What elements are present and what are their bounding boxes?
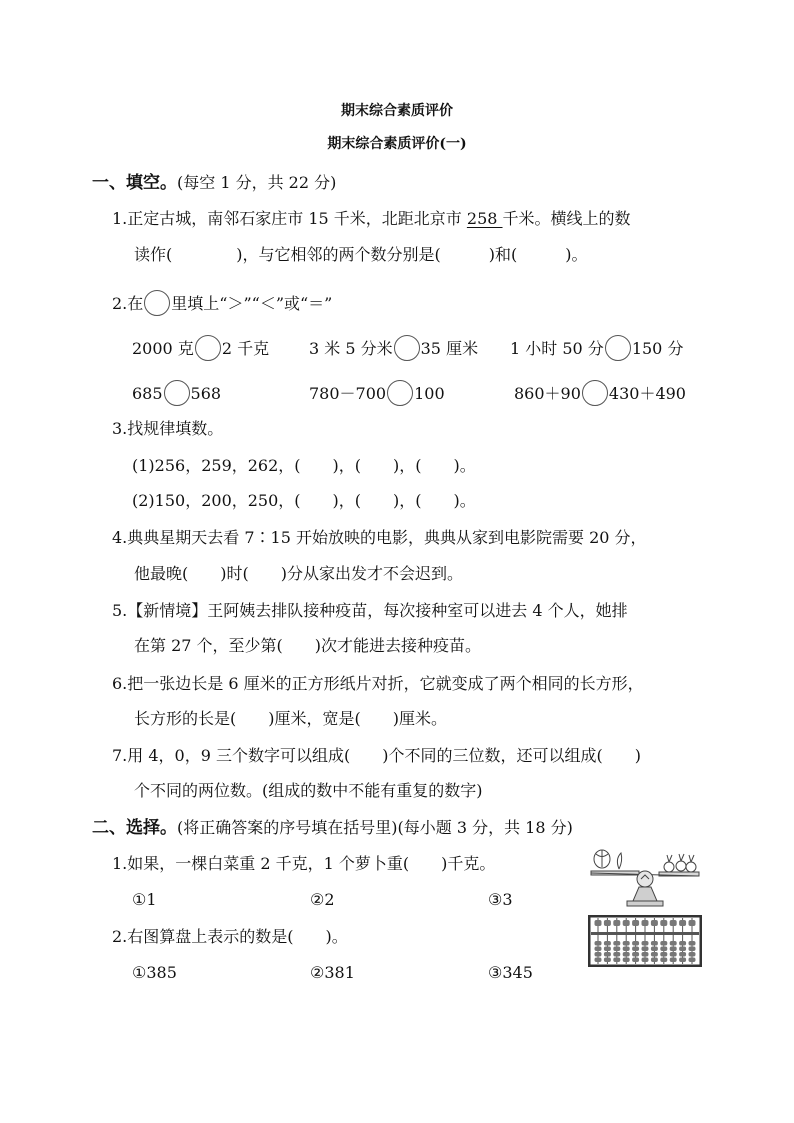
abacus-bead	[679, 941, 686, 946]
balance-scale-figure	[585, 845, 703, 915]
abacus-bead	[632, 947, 639, 952]
abacus-figure	[588, 915, 702, 967]
abacus-bead	[660, 958, 667, 963]
abacus-bead	[613, 958, 620, 963]
abacus-bead	[660, 920, 667, 926]
radishes-icon	[664, 854, 696, 872]
abacus-bead	[595, 952, 602, 957]
q2-item-a3	[510, 335, 683, 361]
abacus-bead	[623, 958, 630, 963]
answer-circle[interactable]	[582, 380, 608, 406]
q6-line1: 6.把一张边长是 6 厘米的正方形纸片对折，它就变成了两个相同的长方形，	[112, 674, 644, 693]
abacus-bead	[660, 947, 667, 952]
q2-a1-left: 2000 克	[132, 339, 194, 358]
abacus-bead	[623, 952, 630, 957]
abacus-bead	[660, 952, 667, 957]
q2-b3-left: 860＋90	[514, 384, 581, 403]
abacus-bead	[651, 952, 658, 957]
q2-a2-right: 35 厘米	[420, 339, 479, 358]
abacus-bead	[689, 920, 696, 926]
q2-b3-right: 430＋490	[608, 384, 686, 403]
abacus-bead	[632, 920, 639, 926]
q7-line1: 7.用 4，0，9 三个数字可以组成( )个不同的三位数，还可以组成( )	[112, 746, 641, 765]
answer-circle[interactable]	[144, 290, 170, 316]
abacus-bead	[642, 952, 649, 957]
abacus-bead	[660, 941, 667, 946]
abacus-bead	[632, 952, 639, 957]
q2-item-a1	[132, 335, 269, 361]
q6-line2: 长方形的长是( )厘米，宽是( )厘米。	[134, 709, 447, 728]
q1-line1	[112, 208, 631, 230]
q2-item-b3	[514, 380, 686, 406]
q2-a3-left: 1 小时 50 分	[510, 339, 604, 358]
section1-note: (每空 1 分，共 22 分)	[177, 173, 337, 192]
q7-line2: 个不同的两位数。(组成的数中不能有重复的数字)	[134, 781, 483, 800]
s2-q1-stem: 1.如果，一棵白菜重 2 千克，1 个萝卜重( )千克。	[112, 854, 496, 873]
q1-text-b: 千米。横线上的数	[502, 209, 631, 228]
abacus-bead	[613, 952, 620, 957]
abacus-bead	[604, 952, 611, 957]
abacus-bead	[679, 920, 686, 926]
abacus-bead	[651, 947, 658, 952]
abacus-bead	[689, 952, 696, 957]
q1-line2: 读作( )，与它相邻的两个数分别是( )和( )。	[134, 245, 588, 264]
q5-line1: 5.【新情境】王阿姨去排队接种疫苗，每次接种室可以进去 4 个人，她排	[112, 601, 628, 620]
abacus-bead	[670, 958, 677, 963]
section1-title: 一、填空。	[92, 173, 177, 193]
q3-sequence-1: (1)256，259，262，( )，( )，( )。	[132, 456, 476, 475]
s2-q1-option-3[interactable]: ③3	[488, 890, 513, 909]
abacus-bead	[623, 941, 630, 946]
abacus-bead	[679, 947, 686, 952]
q2-item-b1	[132, 380, 221, 406]
q1-underlined-number: 258	[466, 209, 503, 228]
s2-q2-option-1[interactable]: ①385	[132, 963, 177, 982]
scale-base	[627, 871, 663, 906]
abacus-bead	[689, 947, 696, 952]
abacus-bead	[642, 958, 649, 963]
abacus-bead	[670, 947, 677, 952]
abacus-bead	[595, 947, 602, 952]
s2-q2-stem: 2.右图算盘上表示的数是( )。	[112, 927, 348, 946]
abacus-bead	[632, 958, 639, 963]
abacus-bead	[689, 941, 696, 946]
abacus-bead	[679, 952, 686, 957]
abacus-bead	[604, 920, 611, 926]
abacus-bead	[651, 958, 658, 963]
s2-q2-option-3[interactable]: ③345	[488, 963, 533, 982]
abacus-bead	[604, 941, 611, 946]
q3-intro: 3.找规律填数。	[112, 419, 224, 438]
s2-q1-option-2[interactable]: ②2	[310, 890, 335, 909]
q2-a3-right: 150 分	[631, 339, 684, 358]
cabbage-icon	[594, 850, 610, 868]
q2-a1-right: 2 千克	[221, 339, 270, 358]
abacus-bead	[689, 958, 696, 963]
leaf-sprig-icon	[617, 853, 621, 869]
abacus-bead	[632, 941, 639, 946]
abacus-bead	[623, 947, 630, 952]
abacus-bead	[604, 958, 611, 963]
abacus-bead	[670, 941, 677, 946]
q2-b2-left: 780－700	[309, 384, 387, 403]
q3-sequence-2: (2)150，200，250，( )，( )，( )。	[132, 491, 476, 510]
answer-circle[interactable]	[394, 335, 420, 361]
s2-q1-option-1[interactable]: ①1	[132, 890, 157, 909]
q2-item-a2	[309, 335, 478, 361]
abacus-rods	[595, 918, 696, 964]
abacus-bead	[613, 920, 620, 926]
q2-b1-left: 685	[132, 384, 163, 403]
q2-b1-right: 568	[190, 384, 222, 403]
abacus-bead	[595, 958, 602, 963]
abacus-bead	[604, 947, 611, 952]
abacus-bead	[595, 941, 602, 946]
answer-circle[interactable]	[387, 380, 413, 406]
section2-note: (将正确答案的序号填在括号里)(每小题 3 分，共 18 分)	[177, 818, 573, 837]
abacus-bead	[670, 952, 677, 957]
abacus-bead	[642, 941, 649, 946]
section2-title: 二、选择。	[92, 818, 177, 838]
q2-a2-left: 3 米 5 分米	[309, 339, 393, 358]
abacus-bead	[642, 920, 649, 926]
abacus-bead	[595, 920, 602, 926]
abacus-bead	[651, 920, 658, 926]
q5-line2: 在第 27 个，至少第( )次才能进去接种疫苗。	[134, 636, 482, 655]
answer-circle[interactable]	[164, 380, 190, 406]
abacus-bead	[613, 947, 620, 952]
q4-line2: 他最晚( )时( )分从家出发才不会迟到。	[134, 564, 463, 583]
abacus-bead	[679, 958, 686, 963]
abacus-bead	[642, 947, 649, 952]
section1-heading	[92, 172, 336, 194]
abacus-bead	[613, 941, 620, 946]
answer-circle[interactable]	[605, 335, 631, 361]
abacus-bead	[670, 920, 677, 926]
page-subtitle: 期末综合素质评价(一)	[327, 136, 467, 152]
abacus-bead	[623, 920, 630, 926]
q2-intro-a: 2.在	[112, 294, 144, 313]
abacus-bead	[651, 941, 658, 946]
answer-circle[interactable]	[195, 335, 221, 361]
q2-intro-b: 里填上“＞”“＜”或“＝”	[171, 294, 333, 313]
page-title: 期末综合素质评价	[341, 103, 453, 119]
s2-q2-option-2[interactable]: ②381	[310, 963, 355, 982]
q2-item-b2	[309, 380, 445, 406]
q4-line1: 4.典典星期天去看 7∶15 开始放映的电影，典典从家到电影院需要 20 分，	[112, 528, 647, 547]
q2-intro	[112, 290, 332, 316]
section2-heading	[92, 817, 573, 839]
q1-text-a: 1.正定古城，南邻石家庄市 15 千米，北距北京市	[112, 209, 467, 228]
q2-b2-right: 100	[414, 384, 445, 403]
